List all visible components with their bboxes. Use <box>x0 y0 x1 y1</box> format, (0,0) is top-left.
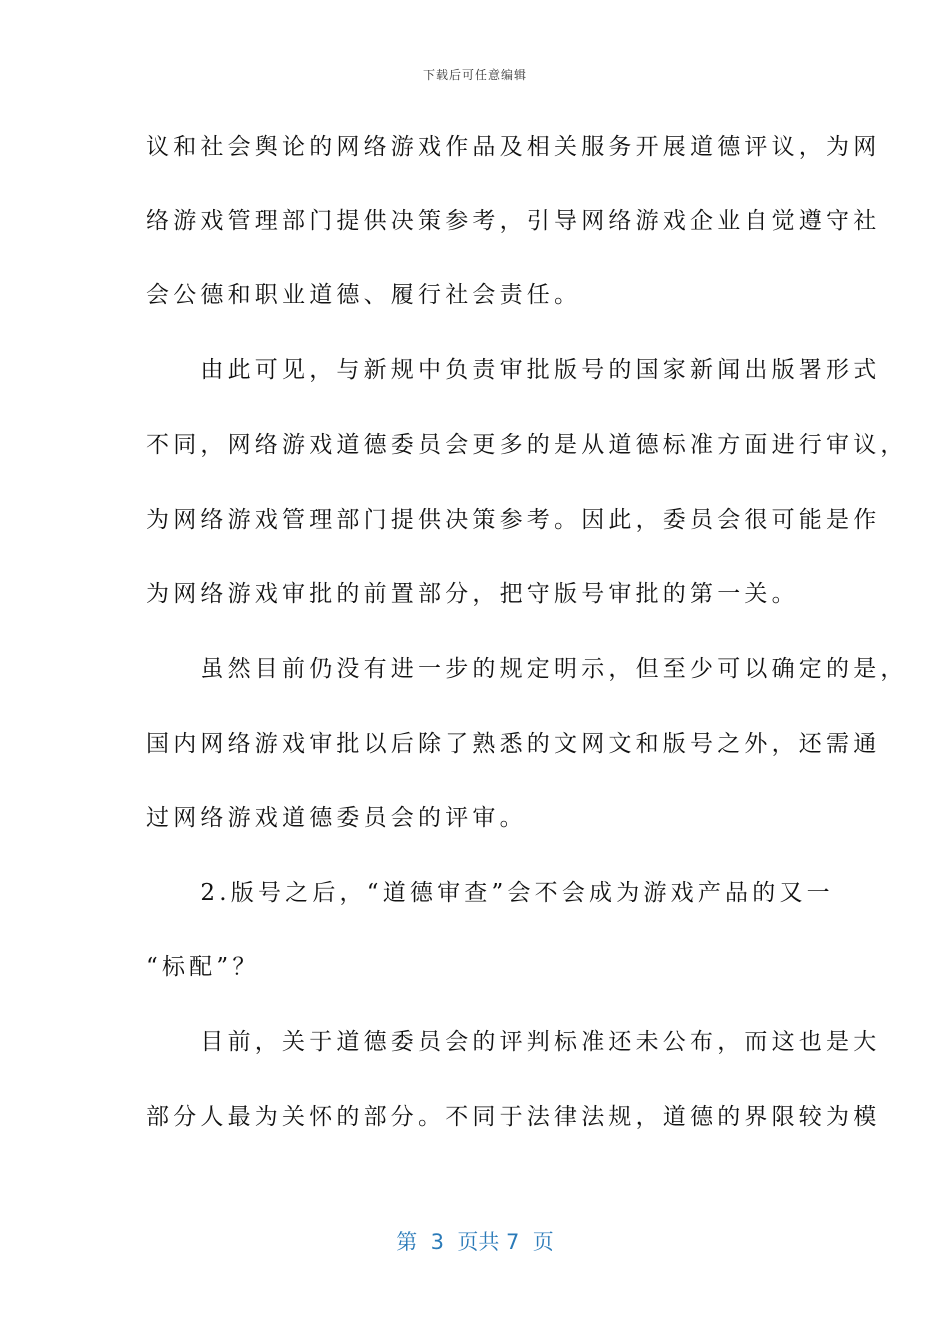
body-text-line: 为网络游戏审批的前置部分，把守版号审批的第一关。 <box>146 581 799 607</box>
body-text-line: 会公德和职业道德、履行社会责任。 <box>146 282 582 308</box>
body-text-line: “标配”？ <box>146 954 260 980</box>
body-text-line: 议和社会舆论的网络游戏作品及相关服务开展道德评议，为网 <box>146 134 881 160</box>
body-text-line: 由此可见，与新规中负责审批版号的国家新闻出版署形式 <box>146 357 881 383</box>
page-number-footer: 第 3 页共 7 页 <box>396 1230 554 1254</box>
body-text-line: 目前，关于道德委员会的评判标准还未公布，而这也是大 <box>146 1029 881 1055</box>
body-text-line: 为网络游戏管理部门提供决策参考。因此，委员会很可能是作 <box>146 507 881 533</box>
page-header-note: 下载后可任意编辑 <box>422 68 527 82</box>
body-text-line: 过网络游戏道德委员会的评审。 <box>146 805 527 831</box>
body-text-line: 络游戏管理部门提供决策参考，引导网络游戏企业自觉遵守社 <box>146 208 881 234</box>
body-text-line: 国内网络游戏审批以后除了熟悉的文网文和版号之外，还需通 <box>146 731 881 757</box>
body-text-line: 2.版号之后，“道德审查”会不会成为游戏产品的又一 <box>146 880 834 906</box>
body-text-line: 部分人最为关怀的部分。不同于法律法规，道德的界限较为模 <box>146 1104 881 1130</box>
body-text-line: 不同，网络游戏道德委员会更多的是从道德标准方面进行审议， <box>146 432 908 458</box>
body-text-line: 虽然目前仍没有进一步的规定明示，但至少可以确定的是， <box>146 656 908 682</box>
